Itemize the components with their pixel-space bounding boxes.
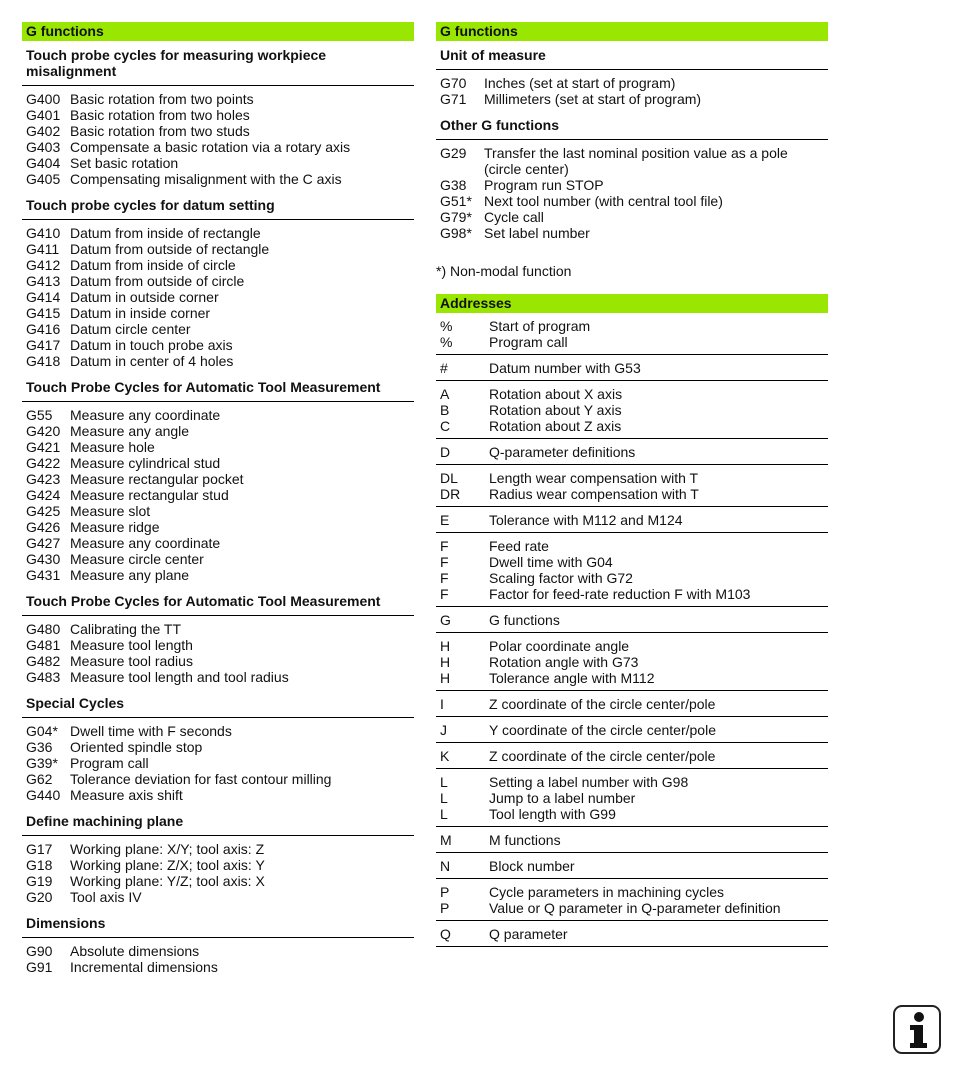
list-item xyxy=(440,638,828,654)
item-code: G62 xyxy=(26,771,53,787)
list-item xyxy=(26,857,414,873)
item-description: Tool length with G99 xyxy=(489,806,616,822)
item-description: Datum in center of 4 holes xyxy=(70,353,234,369)
list-item xyxy=(26,503,414,519)
address-group xyxy=(436,439,828,465)
item-code: DR xyxy=(440,486,461,502)
section-rows xyxy=(22,616,414,689)
list-item xyxy=(26,139,414,155)
item-code: J xyxy=(440,722,447,738)
list-item xyxy=(440,806,828,822)
item-code: E xyxy=(440,512,450,528)
list-item xyxy=(26,519,414,535)
section-rows xyxy=(22,402,414,587)
list-item xyxy=(440,586,828,602)
item-code: F xyxy=(440,570,449,586)
item-description: M functions xyxy=(489,832,561,848)
section xyxy=(22,191,414,373)
item-description: Compensating misalignment with the C axis xyxy=(70,171,342,187)
item-description: Working plane: Y/Z; tool axis: X xyxy=(70,873,265,889)
section-title: Touch Probe Cycles for Automatic Tool Measurement xyxy=(22,587,414,616)
item-code: G483 xyxy=(26,669,61,685)
list-item xyxy=(26,755,414,771)
section-title: Define machining plane xyxy=(22,807,414,836)
item-description: Measure axis shift xyxy=(70,787,183,803)
address-group xyxy=(436,607,828,633)
item-code: G39* xyxy=(26,755,58,771)
item-code: G91 xyxy=(26,959,53,975)
address-list xyxy=(436,313,828,947)
list-item xyxy=(440,334,828,350)
item-code: A xyxy=(440,386,450,402)
left-column xyxy=(22,22,414,979)
item-description: Measure any angle xyxy=(70,423,190,439)
item-description: Tolerance angle with M112 xyxy=(489,670,655,686)
section-rows xyxy=(22,836,414,909)
item-code: G425 xyxy=(26,503,61,519)
item-code: G71 xyxy=(440,91,467,107)
section-title: Touch Probe Cycles for Automatic Tool Measurement xyxy=(22,373,414,402)
item-code: B xyxy=(440,402,450,418)
item-description: Dwell time with G04 xyxy=(489,554,613,570)
item-description: Datum from outside of rectangle xyxy=(70,241,270,257)
section-rows xyxy=(22,86,414,191)
item-description: Program call xyxy=(489,334,568,350)
list-item xyxy=(26,739,414,755)
list-item xyxy=(26,107,414,123)
address-group xyxy=(436,691,828,717)
item-description: Set label number xyxy=(484,225,590,241)
item-description: Y coordinate of the circle center/pole xyxy=(489,722,716,738)
item-code: G04* xyxy=(26,723,58,739)
address-group xyxy=(436,381,828,439)
item-code: G403 xyxy=(26,139,61,155)
list-item xyxy=(440,512,828,528)
list-item xyxy=(26,225,414,241)
list-item xyxy=(440,402,828,418)
item-code: P xyxy=(440,900,450,916)
list-item xyxy=(26,621,414,637)
item-description: Set basic rotation xyxy=(70,155,179,171)
item-code: G440 xyxy=(26,787,61,803)
item-description: Oriented spindle stop xyxy=(70,739,203,755)
list-item xyxy=(26,669,414,685)
item-description: Rotation angle with G73 xyxy=(489,654,639,670)
list-item xyxy=(440,193,828,209)
item-code: G414 xyxy=(26,289,61,305)
item-code: G426 xyxy=(26,519,61,535)
item-description: Calibrating the TT xyxy=(70,621,182,637)
item-code: G98* xyxy=(440,225,472,241)
list-item xyxy=(26,455,414,471)
list-item xyxy=(440,900,828,916)
item-description: Transfer the last nominal position value as a pole xyxy=(484,145,788,161)
list-item xyxy=(440,91,828,107)
item-description: Radius wear compensation with T xyxy=(489,486,699,502)
list-item xyxy=(26,91,414,107)
item-code: G17 xyxy=(26,841,53,857)
address-group xyxy=(436,853,828,879)
item-description: Working plane: X/Y; tool axis: Z xyxy=(70,841,265,857)
list-item xyxy=(26,943,414,959)
item-description: Measure slot xyxy=(70,503,151,519)
list-item xyxy=(26,439,414,455)
list-item xyxy=(26,257,414,273)
address-group xyxy=(436,533,828,607)
list-item xyxy=(440,654,828,670)
list-item xyxy=(440,177,828,193)
item-code: N xyxy=(440,858,451,874)
section xyxy=(22,807,414,909)
section-rows xyxy=(436,70,828,111)
item-description: Basic rotation from two holes xyxy=(70,107,250,123)
right-column xyxy=(436,22,828,947)
item-code: G424 xyxy=(26,487,61,503)
item-code: G416 xyxy=(26,321,61,337)
section-title: Dimensions xyxy=(22,909,414,938)
item-description: Datum in inside corner xyxy=(70,305,211,321)
item-code: G20 xyxy=(26,889,53,905)
item-code: P xyxy=(440,884,450,900)
item-description: Measure circle center xyxy=(70,551,204,567)
list-item xyxy=(26,289,414,305)
item-description: Factor for feed-rate reduction F with M103 xyxy=(489,586,751,602)
item-code: % xyxy=(440,334,453,350)
item-code: # xyxy=(440,360,448,376)
list-item xyxy=(440,858,828,874)
item-description: Inches (set at start of program) xyxy=(484,75,676,91)
item-description: G functions xyxy=(489,612,560,628)
item-code: G405 xyxy=(26,171,61,187)
item-code: C xyxy=(440,418,451,434)
item-description: Datum from inside of circle xyxy=(70,257,236,273)
section xyxy=(22,689,414,807)
list-item xyxy=(26,535,414,551)
item-code: L xyxy=(440,790,448,806)
item-description: Measure any coordinate xyxy=(70,535,221,551)
info-icon[interactable] xyxy=(893,1005,941,1054)
item-code: G410 xyxy=(26,225,61,241)
item-code: G423 xyxy=(26,471,61,487)
list-item xyxy=(440,360,828,376)
list-item xyxy=(26,771,414,787)
item-description: Datum from outside of circle xyxy=(70,273,245,289)
item-code: F xyxy=(440,586,449,602)
item-code: G18 xyxy=(26,857,53,873)
item-description: Jump to a label number xyxy=(489,790,636,806)
item-code: DL xyxy=(440,470,458,486)
item-description: Rotation about Z axis xyxy=(489,418,622,434)
item-code: G482 xyxy=(26,653,61,669)
list-item xyxy=(440,774,828,790)
section xyxy=(436,41,828,111)
section-rows xyxy=(22,220,414,373)
item-code: G421 xyxy=(26,439,61,455)
item-description: Measure ridge xyxy=(70,519,160,535)
list-item xyxy=(26,723,414,739)
item-description: Q parameter xyxy=(489,926,568,942)
list-item xyxy=(26,273,414,289)
address-group xyxy=(436,743,828,769)
item-description: Compensate a basic rotation via a rotary axis xyxy=(70,139,351,155)
item-description: Cycle call xyxy=(484,209,544,225)
item-code xyxy=(440,161,484,177)
item-description: Value or Q parameter in Q-parameter definition xyxy=(489,900,781,916)
list-item xyxy=(440,444,828,460)
item-code: G420 xyxy=(26,423,61,439)
list-item xyxy=(26,471,414,487)
item-description: Basic rotation from two studs xyxy=(70,123,250,139)
item-description: Measure hole xyxy=(70,439,155,455)
list-item xyxy=(26,787,414,803)
list-item xyxy=(440,554,828,570)
item-description: Datum from inside of rectangle xyxy=(70,225,261,241)
item-description: Working plane: Z/X; tool axis: Y xyxy=(70,857,265,873)
item-code: F xyxy=(440,538,449,554)
address-group xyxy=(436,355,828,381)
item-description: Polar coordinate angle xyxy=(489,638,630,654)
section xyxy=(22,373,414,587)
item-code: H xyxy=(440,638,451,654)
list-item xyxy=(26,889,414,905)
list-item xyxy=(26,423,414,439)
item-description: Rotation about X axis xyxy=(489,386,623,402)
section-title: Touch probe cycles for datum setting xyxy=(22,191,414,220)
list-item xyxy=(26,171,414,187)
list-item xyxy=(26,155,414,171)
list-item xyxy=(440,75,828,91)
list-item xyxy=(440,161,828,177)
item-description: Tool axis IV xyxy=(70,889,142,905)
left-sections xyxy=(22,41,414,979)
list-item xyxy=(26,637,414,653)
item-code: G36 xyxy=(26,739,53,755)
list-item xyxy=(26,337,414,353)
section xyxy=(22,587,414,689)
right-header: G functions xyxy=(436,22,828,41)
item-code: H xyxy=(440,654,451,670)
item-code: G431 xyxy=(26,567,61,583)
addresses-header: Addresses xyxy=(436,294,828,313)
item-code: G402 xyxy=(26,123,61,139)
section-rows xyxy=(22,718,414,807)
item-code: G480 xyxy=(26,621,61,637)
item-code: G xyxy=(440,612,451,628)
list-item xyxy=(26,123,414,139)
item-code: G404 xyxy=(26,155,61,171)
address-group xyxy=(436,769,828,827)
item-code: L xyxy=(440,806,448,822)
section-title: Unit of measure xyxy=(436,41,828,70)
item-description: (circle center) xyxy=(484,161,569,177)
address-group xyxy=(436,879,828,921)
item-description: Tolerance deviation for fast contour milling xyxy=(70,771,332,787)
item-code: % xyxy=(440,318,453,334)
address-group xyxy=(436,717,828,743)
item-description: Measure cylindrical stud xyxy=(70,455,221,471)
list-item xyxy=(440,318,828,334)
address-group xyxy=(436,633,828,691)
address-group xyxy=(436,507,828,533)
item-code: G422 xyxy=(26,455,61,471)
item-description: Millimeters (set at start of program) xyxy=(484,91,702,107)
item-description: Length wear compensation with T xyxy=(489,470,699,486)
footnote: *) Non-modal function xyxy=(436,263,572,279)
item-code: D xyxy=(440,444,451,460)
list-item xyxy=(26,841,414,857)
item-description: Basic rotation from two points xyxy=(70,91,254,107)
item-code: G417 xyxy=(26,337,61,353)
item-description: Incremental dimensions xyxy=(70,959,218,975)
item-description: Z coordinate of the circle center/pole xyxy=(489,696,716,712)
item-description: Next tool number (with central tool file) xyxy=(484,193,723,209)
item-code: K xyxy=(440,748,450,764)
list-item xyxy=(440,748,828,764)
item-description: Datum number with G53 xyxy=(489,360,641,376)
list-item xyxy=(26,407,414,423)
list-item xyxy=(440,884,828,900)
item-code: G29 xyxy=(440,145,467,161)
item-description: Datum circle center xyxy=(70,321,191,337)
item-code: G412 xyxy=(26,257,61,273)
list-item xyxy=(440,538,828,554)
item-code: G400 xyxy=(26,91,61,107)
list-item xyxy=(440,486,828,502)
list-item xyxy=(26,551,414,567)
list-item xyxy=(440,696,828,712)
item-description: Dwell time with F seconds xyxy=(70,723,232,739)
section-rows xyxy=(22,938,414,979)
item-code: G19 xyxy=(26,873,53,889)
list-item xyxy=(440,570,828,586)
list-item xyxy=(440,418,828,434)
list-item xyxy=(26,567,414,583)
item-code: G430 xyxy=(26,551,61,567)
section-title: Special Cycles xyxy=(22,689,414,718)
item-code: L xyxy=(440,774,448,790)
list-item xyxy=(26,959,414,975)
list-item xyxy=(440,225,828,241)
item-code: G38 xyxy=(440,177,467,193)
item-description: Block number xyxy=(489,858,575,874)
item-description: Program run STOP xyxy=(484,177,604,193)
item-code: G79* xyxy=(440,209,472,225)
item-code: G401 xyxy=(26,107,61,123)
item-description: Feed rate xyxy=(489,538,549,554)
list-item xyxy=(440,145,828,161)
item-code: G411 xyxy=(26,241,60,257)
item-description: Q-parameter definitions xyxy=(489,444,636,460)
list-item xyxy=(26,873,414,889)
list-item xyxy=(440,670,828,686)
item-code: G415 xyxy=(26,305,61,321)
address-group xyxy=(436,827,828,853)
info-glyph xyxy=(895,1007,939,1052)
item-description: Measure tool length and tool radius xyxy=(70,669,289,685)
list-item xyxy=(440,790,828,806)
item-description: Scaling factor with G72 xyxy=(489,570,633,586)
item-description: Absolute dimensions xyxy=(70,943,200,959)
list-item xyxy=(26,241,414,257)
list-item xyxy=(26,353,414,369)
item-description: Measure tool radius xyxy=(70,653,193,669)
item-code: G70 xyxy=(440,75,467,91)
item-code: Q xyxy=(440,926,451,942)
list-item xyxy=(440,832,828,848)
list-item xyxy=(440,386,828,402)
list-item xyxy=(26,321,414,337)
item-description: Cycle parameters in machining cycles xyxy=(489,884,724,900)
item-description: Program call xyxy=(70,755,149,771)
item-description: Rotation about Y axis xyxy=(489,402,622,418)
item-description: Tolerance with M112 and M124 xyxy=(489,512,683,528)
address-group xyxy=(436,921,828,947)
right-sections xyxy=(436,41,828,245)
item-code: G55 xyxy=(26,407,53,423)
item-description: Measure rectangular pocket xyxy=(70,471,244,487)
list-item xyxy=(440,926,828,942)
item-code: M xyxy=(440,832,452,848)
section-title: Touch probe cycles for measuring workpiece misalignment xyxy=(22,41,414,86)
item-code: H xyxy=(440,670,451,686)
list-item xyxy=(26,653,414,669)
item-code: G51* xyxy=(440,193,472,209)
item-code: G427 xyxy=(26,535,61,551)
item-code: I xyxy=(440,696,444,712)
item-description: Measure tool length xyxy=(70,637,193,653)
list-item xyxy=(440,470,828,486)
item-code: G418 xyxy=(26,353,61,369)
list-item xyxy=(440,612,828,628)
item-code: G481 xyxy=(26,637,61,653)
left-header: G functions xyxy=(22,22,414,41)
item-description: Datum in touch probe axis xyxy=(70,337,233,353)
item-description: Datum in outside corner xyxy=(70,289,219,305)
item-code: G90 xyxy=(26,943,53,959)
item-code: F xyxy=(440,554,449,570)
section-title: Other G functions xyxy=(436,111,828,140)
section xyxy=(22,909,414,979)
section xyxy=(436,111,828,245)
list-item xyxy=(26,487,414,503)
item-description: Setting a label number with G98 xyxy=(489,774,689,790)
item-description: Measure any coordinate xyxy=(70,407,221,423)
list-item xyxy=(440,209,828,225)
list-item xyxy=(440,722,828,738)
address-group xyxy=(436,465,828,507)
address-group xyxy=(436,313,828,355)
item-description: Measure any plane xyxy=(70,567,190,583)
item-description: Z coordinate of the circle center/pole xyxy=(489,748,716,764)
item-code: G413 xyxy=(26,273,61,289)
item-description: Measure rectangular stud xyxy=(70,487,229,503)
list-item xyxy=(26,305,414,321)
item-description: Start of program xyxy=(489,318,591,334)
section xyxy=(22,41,414,191)
section-rows xyxy=(436,140,828,245)
